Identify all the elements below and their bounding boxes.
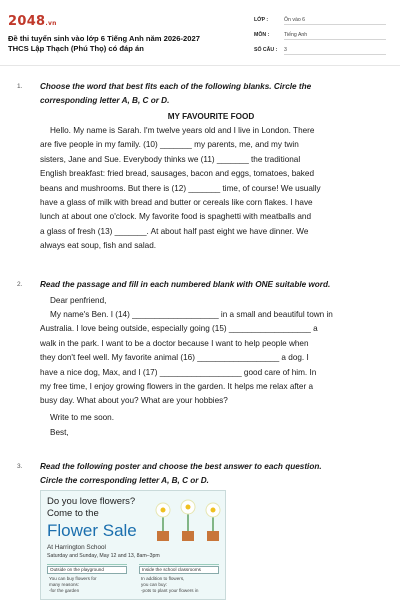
- title-line-2: THCS Lập Thạch (Phú Thọ) có đáp án: [8, 44, 144, 53]
- flower-sale-poster: [40, 490, 226, 600]
- passage-line: English breakfast: fried bread, sausages, bacon and eggs, tomatoes, baked: [40, 169, 315, 179]
- meta-subject-value: Tiếng Anh: [284, 32, 386, 40]
- passage-line: they don't feel well. My favorite animal (16) __________________ a dog. I: [40, 353, 309, 363]
- passage-line: Hello. My name is Sarah. I'm twelve years old and I live in London. There: [50, 126, 315, 135]
- passage-line: My name's Ben. I (14) ___________________ in a small and beautiful town in: [50, 310, 333, 319]
- passage-line: Australia. I love being outside, especially going (15) __________________ a: [40, 324, 318, 334]
- passage-line: have a glass of milk with bread and butter or cereals like corn flakes. I have: [40, 198, 313, 208]
- question-instruction: [40, 460, 382, 488]
- page-title: [8, 34, 248, 54]
- page-header: [0, 0, 400, 66]
- meta-subject-label: MÔN :: [254, 32, 270, 38]
- poster-box-line: you can buy:: [141, 582, 168, 587]
- meta-count-label: SỐ CÂU :: [254, 47, 278, 53]
- site-logo[interactable]: [8, 14, 57, 29]
- logo-suffix: .vn: [45, 20, 57, 27]
- question-number: 3.: [17, 463, 23, 470]
- question-instruction: Read the passage and fill in each numbered blank with ONE suitable word.: [40, 280, 331, 289]
- passage-title: MY FAVOURITE FOOD: [167, 112, 255, 121]
- meta-class-label: LỚP :: [254, 17, 269, 23]
- poster-box-line: many reasons:: [49, 582, 80, 587]
- question-number: 1.: [17, 83, 23, 90]
- poster-headline: Do you love flowers?: [47, 496, 136, 507]
- logo-text: 2048: [8, 14, 46, 29]
- instruction-line: Read the following poster and choose the best answer to each question.: [40, 462, 322, 471]
- passage-line: my free time, I enjoy growing flowers in the garden. It helps me relax after a: [40, 382, 314, 392]
- passage-text: [40, 308, 398, 409]
- letter-greeting: Dear penfriend,: [50, 296, 107, 305]
- flower-pots-icon: [151, 497, 225, 543]
- meta-count-value: 3: [284, 47, 386, 55]
- instruction-line: Choose the word that best fits each of the following blanks. Circle the: [40, 82, 312, 91]
- passage-line: a glass of fresh (13) _______. At about half past eight we have dinner. We: [40, 226, 309, 236]
- passage-line: have a nice dog, Max, and I (17) __________________ good care of him. In: [40, 367, 317, 377]
- poster-box-outside: [47, 564, 127, 600]
- poster-box-line: You can buy flowers for: [49, 576, 97, 581]
- poster-box-line: In addition to flowers,: [141, 576, 185, 581]
- poster-subheadline: Come to the: [47, 508, 99, 519]
- passage-line: are five people in my family. (10) _______ my parents, me, and my twin: [40, 140, 299, 150]
- passage-line: beans and mushrooms. But there is (12) _______ time, of course! We usually: [40, 183, 321, 193]
- instruction-line: Circle the corresponding letter A, B, C or D.: [40, 476, 209, 485]
- poster-location: At Harrington School: [47, 544, 106, 551]
- passage-line: walk in the park. I want to be a doctor because I want to help people when: [40, 338, 309, 348]
- letter-closing: Write to me soon.: [50, 413, 115, 422]
- poster-box-line: -pots to plant your flowers in: [141, 588, 199, 593]
- passage-line: sisters, Jane and Sue. Everybody thinks we (11) _______ the traditional: [40, 154, 301, 164]
- passage-line: busy day. What about you? What are your hobbies?: [40, 396, 228, 406]
- instruction-line: corresponding letter A, B, C or D.: [40, 96, 170, 105]
- poster-box-header: Outside on the playground: [47, 566, 127, 574]
- poster-box-inside: [139, 564, 219, 600]
- poster-box-line: -for the garden: [49, 588, 80, 593]
- passage-line: always eat soup, fish and salad.: [40, 241, 157, 251]
- letter-signoff: Best,: [50, 428, 69, 437]
- question-instruction: [40, 80, 382, 108]
- meta-class-value: Ôn vào 6: [284, 17, 386, 25]
- passage-text: [40, 124, 398, 254]
- passage-line: lunch at about one o'clock. My favorite food is spaghetti with meatballs and: [40, 212, 311, 222]
- poster-title: Flower Sale: [47, 521, 137, 540]
- title-line-1: Đề thi tuyển sinh vào lớp 6 Tiếng Anh năm 2026-2027: [8, 34, 200, 43]
- question-number: 2.: [17, 281, 23, 288]
- poster-date: Saturday and Sunday, May 12 and 13, 8am–3pm: [47, 553, 160, 559]
- poster-box-header: Inside the school classrooms: [139, 566, 219, 574]
